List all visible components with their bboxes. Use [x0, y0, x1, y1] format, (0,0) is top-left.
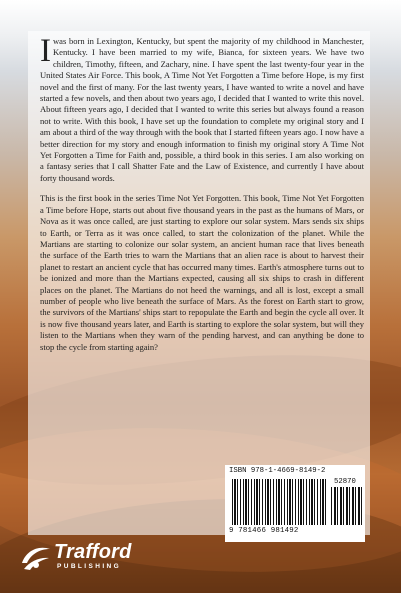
publisher-name: Trafford — [54, 541, 132, 563]
addon-barcode — [331, 487, 362, 525]
barcode-addon-number: 52870 — [334, 478, 356, 486]
swoosh-icon — [20, 543, 52, 573]
barcode-digits: 9 781466 981492 — [229, 527, 299, 535]
drop-cap: I — [40, 33, 51, 69]
author-bio — [40, 33, 364, 184]
author-bio-text: was born in Lexington, Kentucky, but spent the majority of my childhood in Manchester, Kentucky. I have been married to my wife, Bianca, for sixteen years. We have two children, Timothy, fifteen, and Zachary, nine. I have spent the last twenty-four year in the United States Air Force. This book, A Time Not Yet Forgotten a Time before Hope, is my first novel and the first of many. For the last twenty years, I have wanted to write a novel and have started a few novels, and then about two years ago, I decided that I wanted to write this novel. About fifteen years ago, I decided that I wanted to write this series but always found a reason not to write. With this book, I have set up the foundation to complete my original story and I am about a third of the way through with the book that I started fifteen years ago. I now have a better direction for my story and enough information to finish my original story A Time Not Yet Forgotten a Time for Faith and, possible, a third book in this series. I am also working on a fantasy series that I call Shatter Fate and the Law of Existence, and currently I have about forty thousand words. — [40, 36, 364, 183]
back-cover-copy — [40, 33, 364, 353]
book-synopsis: This is the first book in the series Time Not Yet Forgotten. This book, Time Not Yet Forgotten a Time before Hope, starts out about five thousand years in the past as the humans of Mars, or Nova as it was once called, are just starting to explore our solar system. Mars sends six ships to Earth, or Terra as it was once called, to start the colonization of the planet. While the Martians are starting to colonize our solar system, an ancient human race that lives beneath the surface of the Earth tries to warn the Martians that an alien race is about to harvest their planet to restart an ancient cycle that has occurred many times. Earth's atmosphere turns out to be ionized and more than the Martians expected, causing all six ships to crash in different places on the planet. The Martians do not heed the warnings, and all is lost, except a small number of people who live beneath the surface of Mars. As the forest on Earth start to grow, the survivors of the Martians' ships start to repopulate the Earth and begin the cycle all over. It is now five thousand years later, and Earth is starting to explore the solar system, but will they listen to the Martians when they warn of the pending harvest, and can anything be done to stop the cycle from starting again? — [40, 193, 364, 352]
isbn-label: ISBN 978-1-4669-8149-2 — [229, 467, 326, 475]
publisher-logo — [20, 541, 160, 581]
publisher-tagline: PUBLISHING — [57, 563, 122, 570]
ean-barcode — [232, 479, 326, 525]
